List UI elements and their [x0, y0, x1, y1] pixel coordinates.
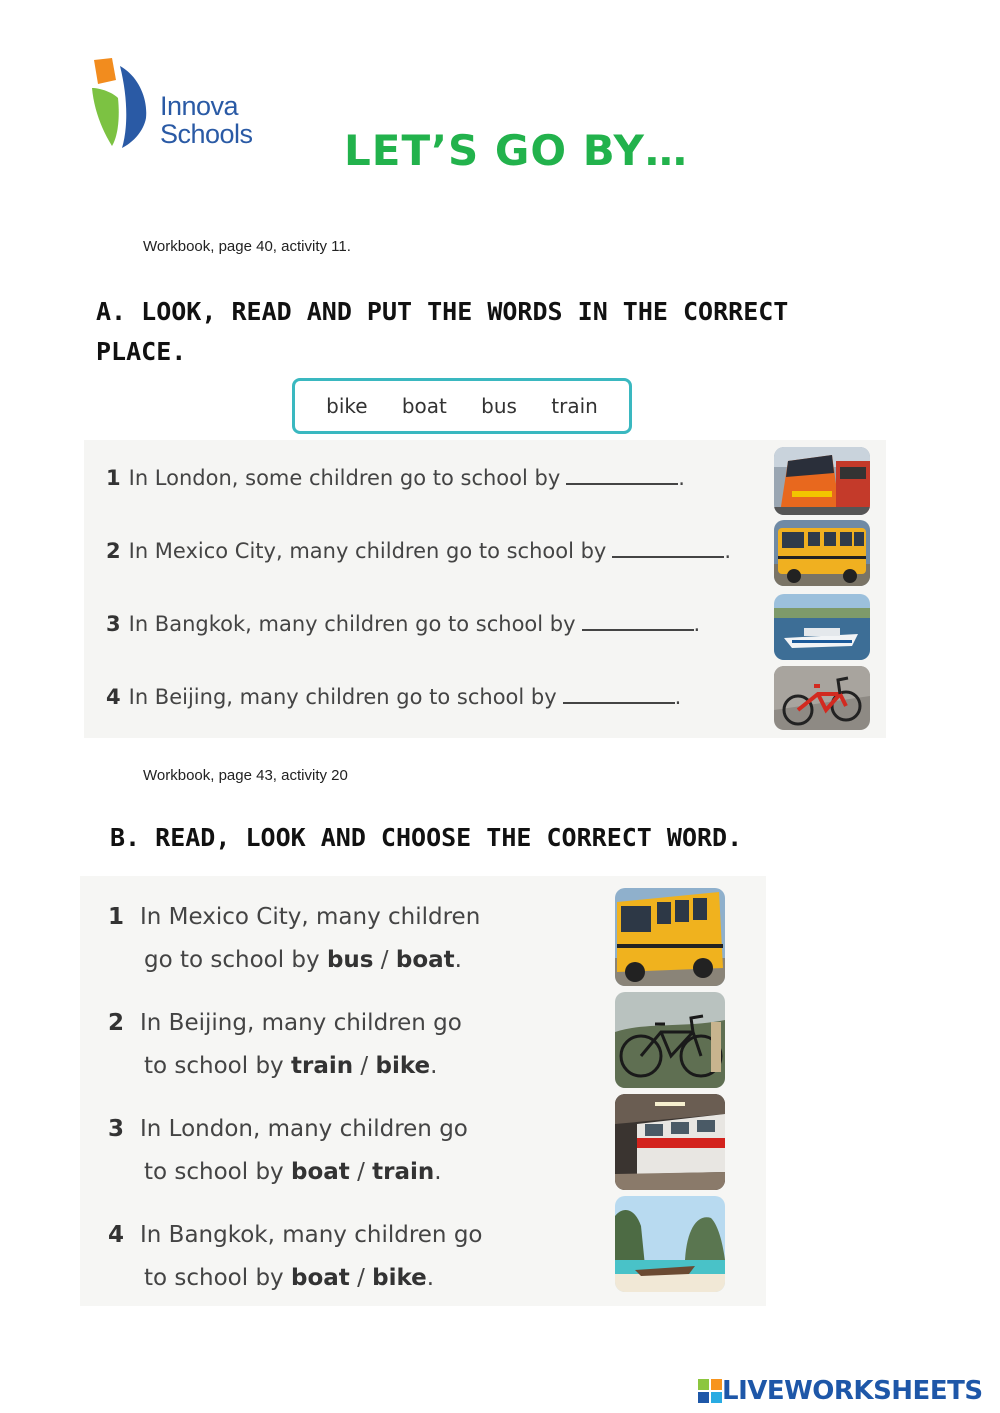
option-1[interactable]: boat	[290, 1265, 350, 1291]
sentence-a-3	[106, 612, 700, 636]
sentence-line-2: to school by	[144, 1159, 284, 1185]
longtail-boat-photo-icon	[615, 1196, 725, 1292]
sentence-end: .	[426, 1265, 435, 1291]
sentence-end: .	[724, 539, 732, 563]
section-a-reference: Workbook, page 40, activity 11.	[143, 238, 351, 255]
sentence-text: In Beijing, many children go to school by	[128, 685, 557, 709]
option-2[interactable]: boat	[395, 947, 455, 973]
sentence-number: 4	[108, 1222, 125, 1248]
word-bank-item[interactable]: boat	[401, 394, 447, 418]
sentence-line-1: In Bangkok, many children go	[140, 1222, 483, 1248]
sentence-end: .	[678, 466, 685, 490]
sentence-b-2	[108, 1002, 462, 1088]
word-bank-item[interactable]: train	[551, 394, 598, 418]
school-bus-photo-icon	[774, 520, 870, 586]
option-separator: /	[349, 1159, 373, 1185]
sentence-line-1: In London, many children go	[140, 1116, 468, 1142]
subway-train-photo-icon	[615, 1094, 725, 1190]
word-bank-item[interactable]: bike	[326, 394, 368, 418]
boat-photo-icon	[774, 594, 870, 660]
option-2[interactable]: train	[372, 1159, 435, 1185]
sentence-end: .	[693, 612, 701, 636]
innova-logo-icon	[90, 58, 152, 150]
sentence-number: 4	[106, 685, 121, 709]
liveworksheets-brand	[698, 1376, 983, 1406]
sentence-number: 1	[106, 466, 121, 490]
sentence-number: 2	[106, 539, 121, 563]
option-separator: /	[373, 947, 396, 973]
answer-blank[interactable]	[582, 615, 694, 631]
logo-wordmark	[160, 92, 253, 148]
train-photo-icon	[774, 447, 870, 515]
section-b-heading: B. READ, LOOK AND CHOOSE THE CORRECT WORD.	[110, 823, 743, 852]
bicycle-photo-icon	[615, 992, 725, 1088]
option-separator: /	[353, 1053, 376, 1079]
word-bank	[292, 378, 632, 434]
sentence-number: 2	[108, 1010, 125, 1036]
sentence-end: .	[674, 685, 682, 709]
sentence-b-3	[108, 1108, 468, 1194]
sentence-a-1	[106, 466, 685, 490]
sentence-end: .	[430, 1053, 438, 1079]
logo-line-2: Schools	[160, 119, 253, 149]
sentence-number: 3	[108, 1116, 125, 1142]
logo-line-1: Innova	[160, 91, 239, 121]
section-a-heading-line-2: PLACE.	[96, 337, 187, 366]
liveworksheets-logo-icon	[698, 1379, 722, 1403]
answer-blank[interactable]	[563, 688, 675, 704]
sentence-a-2	[106, 539, 731, 563]
page-title: LET’S GO BY…	[344, 126, 688, 175]
sentence-b-1	[108, 896, 480, 982]
sentence-number: 1	[108, 904, 125, 930]
sentence-number: 3	[106, 612, 121, 636]
sentence-line-2: to school by	[144, 1265, 284, 1291]
school-bus-photo-icon	[615, 888, 725, 986]
answer-blank[interactable]	[612, 542, 724, 558]
option-2[interactable]: bike	[375, 1053, 431, 1079]
sentence-end: .	[454, 947, 462, 973]
sentence-b-4	[108, 1214, 483, 1300]
liveworksheets-text: LIVEWORKSHEETS	[722, 1376, 983, 1406]
answer-blank[interactable]	[566, 469, 678, 485]
sentence-line-2: go to school by	[144, 947, 320, 973]
option-1[interactable]: boat	[290, 1159, 350, 1185]
sentence-text: In Mexico City, many children go to school by	[128, 539, 607, 563]
sentence-text: In Bangkok, many children go to school by	[128, 612, 576, 636]
sentence-text: In London, some children go to school by	[128, 466, 561, 490]
option-1[interactable]: train	[290, 1053, 354, 1079]
sentence-end: .	[434, 1159, 442, 1185]
sentence-a-4	[106, 685, 681, 709]
section-b-reference: Workbook, page 43, activity 20	[143, 767, 348, 784]
sentence-line-2: to school by	[144, 1053, 284, 1079]
section-a-heading-line-1: A. LOOK, READ AND PUT THE WORDS IN THE CORRECT	[96, 297, 789, 326]
bike-photo-icon	[774, 666, 870, 730]
option-2[interactable]: bike	[372, 1265, 427, 1291]
option-separator: /	[349, 1265, 373, 1291]
sentence-line-1: In Mexico City, many children	[140, 904, 481, 930]
sentence-line-1: In Beijing, many children go	[140, 1010, 462, 1036]
section-a-heading	[96, 292, 788, 372]
option-1[interactable]: bus	[326, 947, 374, 973]
word-bank-item[interactable]: bus	[481, 394, 517, 418]
